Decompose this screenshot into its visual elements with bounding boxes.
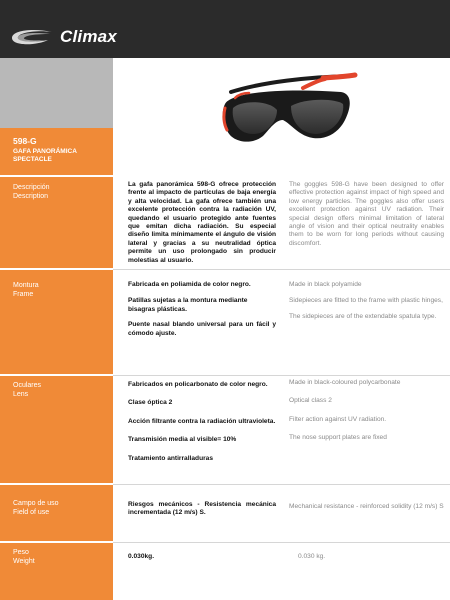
lens-en-list [289,379,444,443]
product-photo [113,58,450,175]
frame-en-item: Made in black polyamide [289,281,362,288]
label-es: Campo de uso [13,500,59,507]
label-en: Description [13,193,49,200]
section-label-lens [0,376,113,483]
brand-logo [8,24,117,50]
climax-logo-icon [8,26,56,48]
lens-en-item: The nose support plates are fixed [289,434,387,442]
lens-es-item: Acción filtrante contra la radiación ultravioleta. [128,417,276,425]
product-title-block [0,128,113,175]
safety-glasses-image [113,58,450,175]
lens-es-item: Clase óptica 2 [128,399,173,407]
label-en: Field of use [13,509,50,516]
label-es: Montura [13,282,39,289]
section-label-weight [0,543,113,600]
use-en: Mechanical resistance - reinforced solidity (12 m/s) S [289,503,444,510]
lens-en-item: Optical class 2 [289,397,332,405]
section-label-use [0,485,113,541]
content-divider [113,484,450,485]
header-bar [0,0,450,58]
content-divider [113,542,450,543]
weight-en: 0.030 kg. [298,553,326,560]
lens-es-item: Fabricados en policarbonato de color negro. [128,381,268,388]
content-divider [113,375,450,376]
section-label-frame [0,270,113,374]
left-gray-block [0,58,113,128]
product-name-es: GAFA PANORÁMICA [13,148,77,155]
lens-en-item: Made in black-coloured polycarbonate [289,379,401,386]
frame-es-item: Puente nasal blando universal para un fácil y cómodo ajuste. [128,321,276,337]
label-es: Peso [13,549,29,556]
frame-es-item: Fabricada en poliamida de color negro. [128,281,251,288]
lens-es-item: Transmisión media al visible= 10% [128,436,237,444]
weight-es: 0.030kg. [128,553,155,560]
frame-en-item: Sidepieces are fitted to the frame with plastic hinges, [289,297,443,305]
description-es: La gafa panorámica 598-G ofrece protección frente al impacto de partículas de baja energía y alta velocidad. La gafa ofrece también una excelente protección contra la radiación UV, quedando el usuario protegido ante fuentes que emitan dicha radiación. Su especial diseño limita mínimamente el ángulo de visión lateral y gracias a su neutralidad óptica permite un uso prolongado sin producir molestias al usuario. [128,181,276,264]
section-label-description [0,177,113,268]
label-es: Descripción [13,184,50,191]
lens-es-item: Tratamiento antirralladuras [128,454,214,462]
brand-name: Climax [60,27,117,46]
frame-es-item: Patillas sujetas a la montura mediante bisagras plásticas. [128,297,248,313]
product-name-en: SPECTACLE [13,156,52,163]
label-en: Weight [13,558,35,565]
frame-en-list [289,281,444,321]
use-es: Riesgos mecánicos - Resistencia mecánica incrementada (12 m/s) S. [128,501,276,517]
label-es: Oculares [13,382,42,389]
lens-en-item: Filter action against UV radiation. [289,415,387,423]
content-divider [113,269,450,270]
frame-en-item: The sidepieces are of the extendable spatula type. [289,312,437,320]
description-en: The goggles 598-G have been designed to offer effective protection against impact of high speed and low energy particles. The goggles also offer users excellent protection against UV radiation. Their special design offers minimal limitation of lateral angle of vision and their optical neutrality enables them to be worn for long periods without causing discomfort. [289,181,444,247]
label-en: Frame [13,291,34,298]
label-en: Lens [13,391,29,398]
lens-es-list [128,381,276,463]
product-code: 598-G [13,136,37,146]
frame-es-list [128,281,276,338]
